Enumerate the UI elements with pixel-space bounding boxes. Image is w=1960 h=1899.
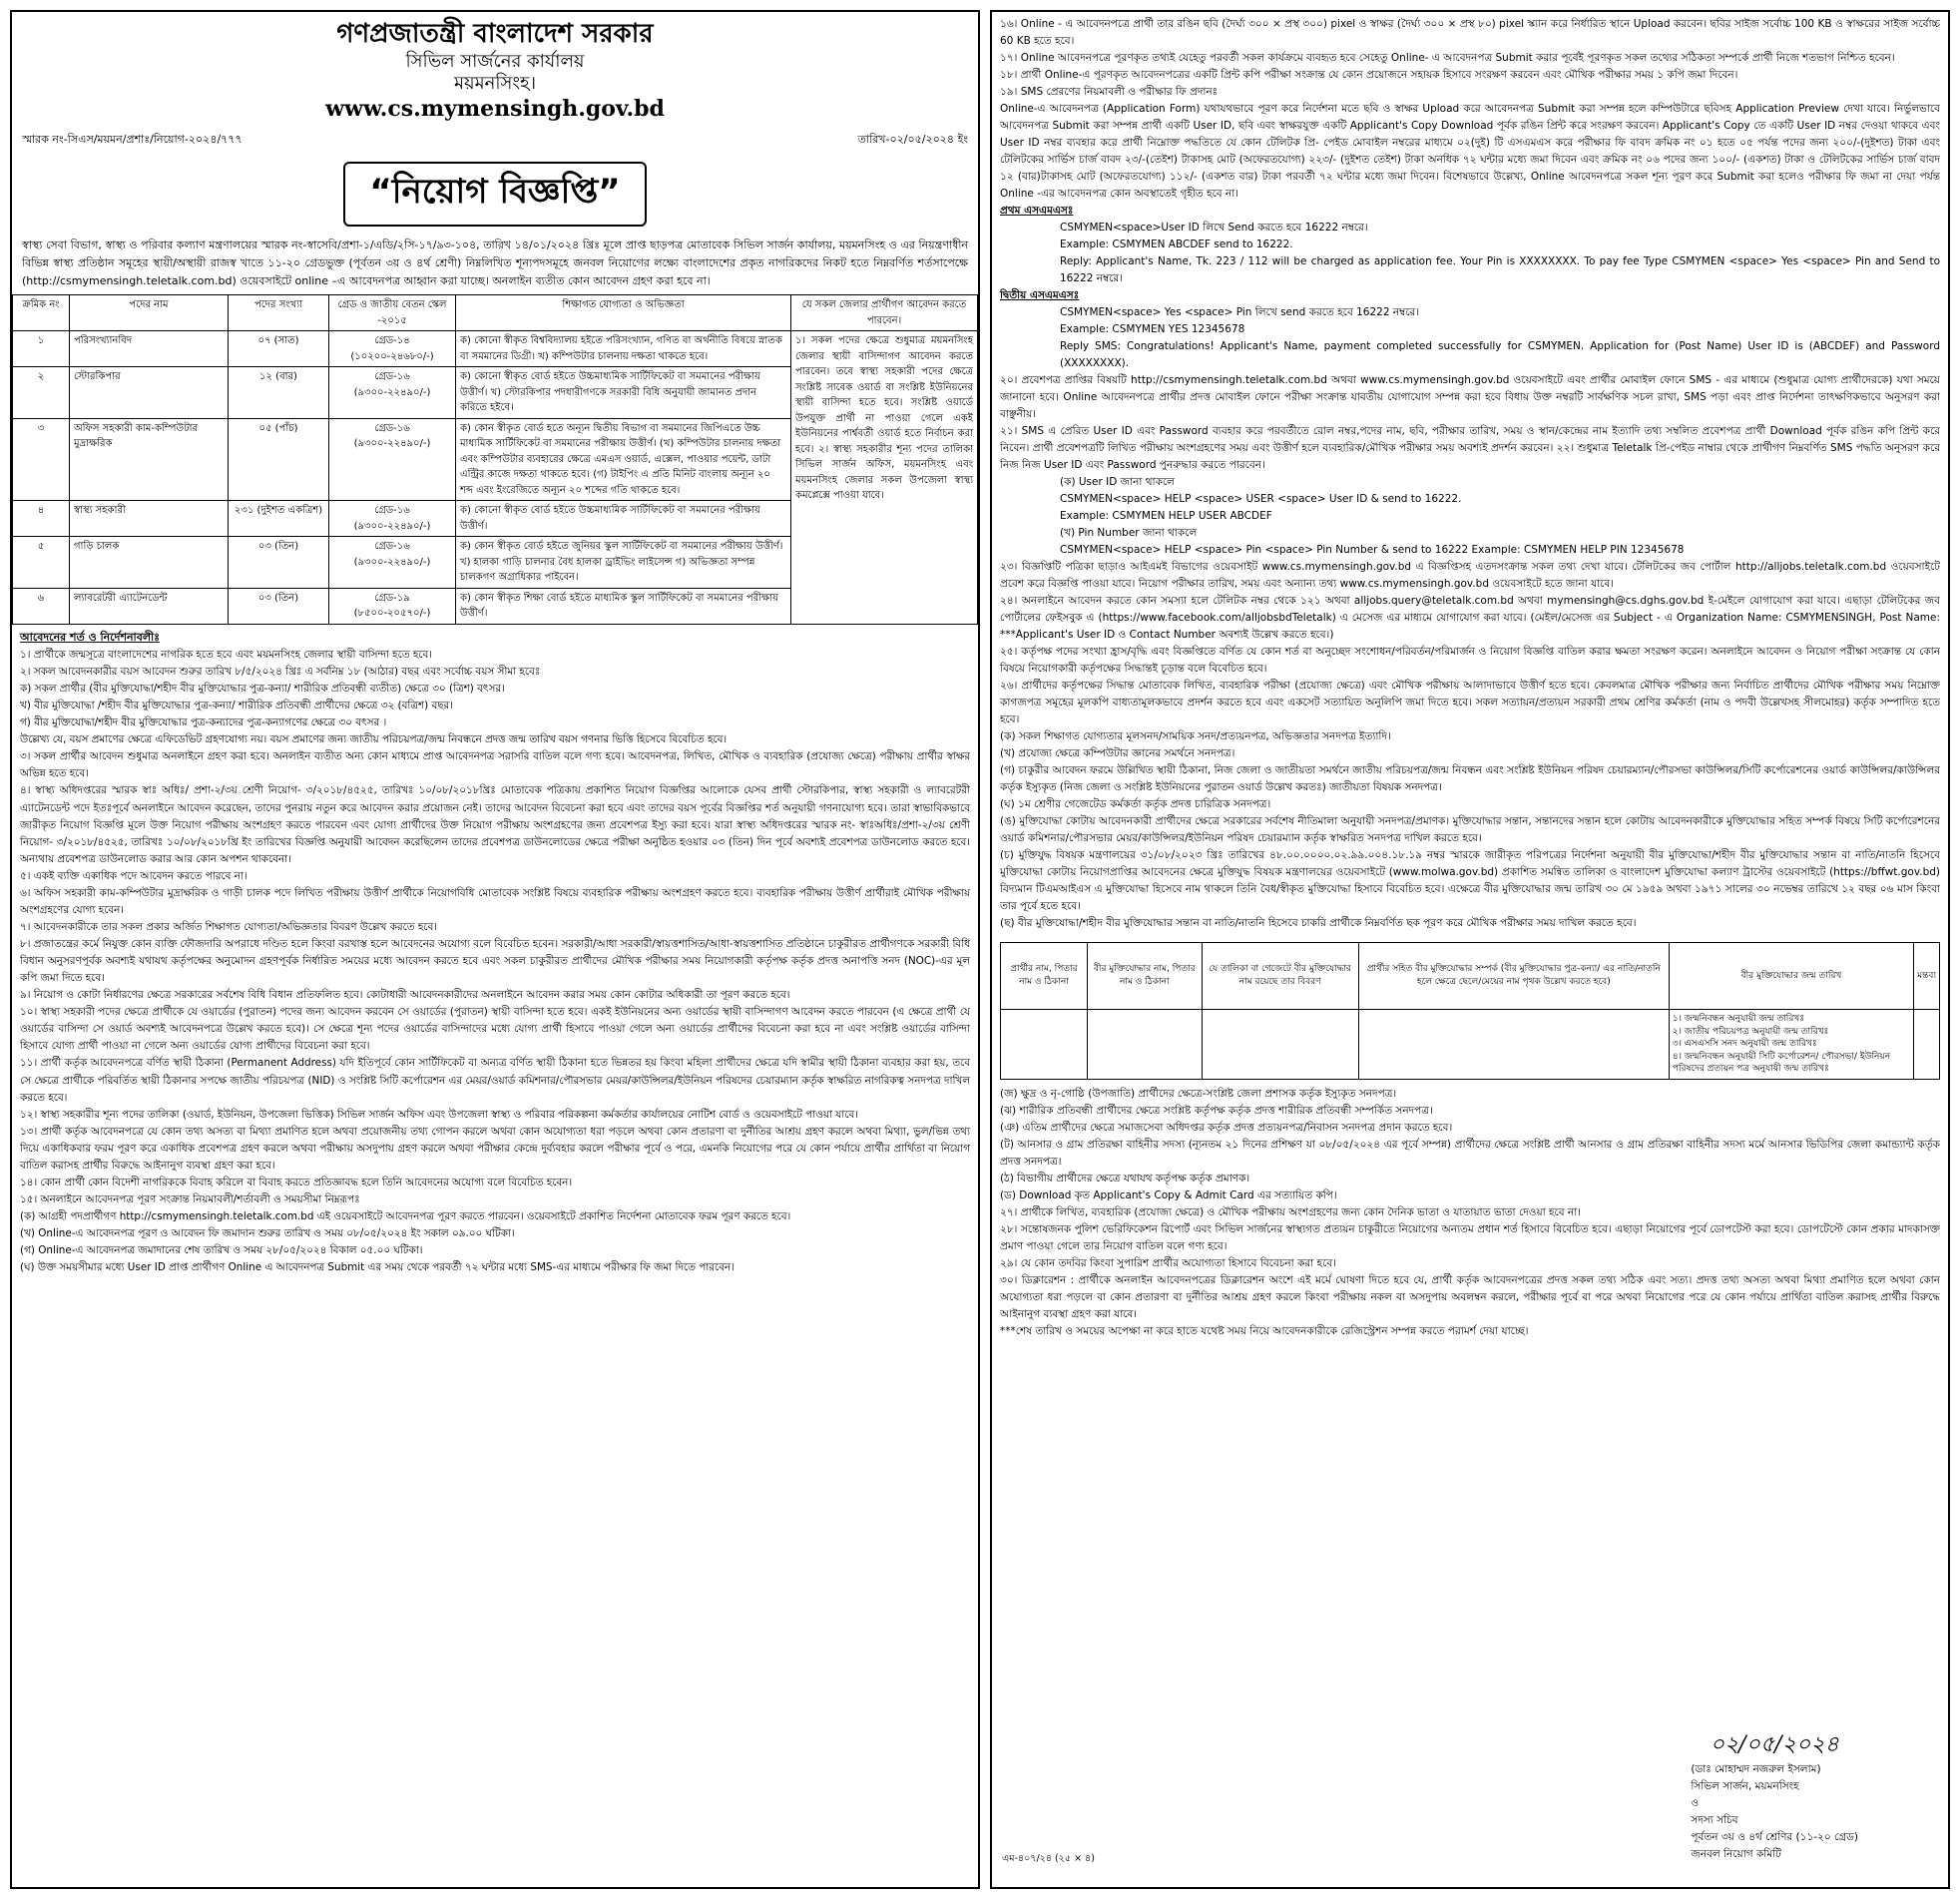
- condition-item: গ) বীর মুক্তিযোদ্ধা/শহীদ বীর মুক্তিযোদ্ধার পুত্র-কন্যাদের পুত্র-কন্যাগণের ক্ষেত্রে ৩০ বৎসর ।: [20, 716, 387, 729]
- condition-item: ১৩। প্রার্থী কর্তৃক আবেদনপত্রে যে কোন তথ্য অসত্য বা মিথ্যা প্রমাণিত হলে অথবা প্রয়োজনীয় তথ্য গোপন করলে অথবা কোন অযোগ্যতা ধরা পড়লে অথবা কোন প্রতারণা বা দুর্নীতির আশ্রয় গ্রহণ করলে অথবা মিথ্যা, ভুল/ভিন্ন তথ্য দিয়ে একাধিকবার ফরম পূরণ করে একাধিক প্রবেশপত্র গ্রহণ করলে অথবা পরীক্ষায় অসদুপায় গ্রহণ করলে অথবা পরীক্ষার কেন্দ্রে দুর্ব্যবহার করলে পরীক্ষার পূর্বে ও পরে, এমনকি নিয়োগের পরে যে কোন পর্যায়ে প্রার্থীর প্রার্থিতা বা নিয়োগ বাতিল করাসহ প্রার্থীর বিরুদ্ধে আইনানুগ ব্যবস্থা গ্রহণ করা হবে।: [20, 1125, 970, 1172]
- condition-item: ১১। প্রার্থী কর্তৃক আবেদনপত্রে বর্ণিত স্থায়ী ঠিকানা (Permanent Address) যদি ইতিপূর্বে কোন সার্টিফিকেট বা অন্যত্র বর্ণিত স্থায়ী ঠিকানা হতে ভিন্নতর হয় কিংবা মহিলা প্রার্থীদের ক্ষেত্রে যদি স্বামীর স্থায়ী ঠিকানা ব্যবহার করা হয়, তবে সে ক্ষেত্রে প্রার্থীকে পরিবর্তিত স্থায়ী ঠিকানার সপক্ষে জাতীয় পরিচয়পত্র (NID) ও সংশ্লিষ্ট সিটি কর্পোরেশন এর মেয়র/ওয়ার্ড কমিশনার/পৌরসভার মেয়র/কাউন্সিলর/ইউনিয়ন পরিষদের চেয়ারম্যান কর্তৃক স্বাক্ষরিত নাগরিকত্ব সনদপত্র দাখিল করতে হবে।: [20, 1057, 970, 1104]
- post-name-cell: স্টোরকিপার: [70, 367, 229, 419]
- sms1-line: Example: CSMYMEN ABCDEF send to 16222.: [1060, 238, 1293, 250]
- pay-scale: (৯৩০০-২২৪৯০/-): [353, 520, 431, 532]
- condition-item: (ক) আগ্রহী পদপ্রার্থীগণ http://csmymensingh.teletalk.com.bd এই ওয়েবসাইটে আবেদনপত্র পূরণ করতে পারবেন। ওয়েবসাইটে প্রকাশিত নির্দেশনা মোতাবেক ফরম পূরণ করতে হবে।: [20, 1210, 791, 1223]
- clause-17: ১৭। Online আবেদনপত্রে পূরণকৃত তথ্যই যেহেতু পরবর্তী সকল কার্যক্রমে ব্যবহৃত হবে সেহেতু Online- এ আবেদনপত্র Submit করার পূর্বেই পূরণকৃত সকল তথ্যের সঠিকতা সম্পর্কে প্রার্থী নিজে শতভাগ নিশ্চিত হবেন।: [1000, 52, 1895, 64]
- clause-26: ২৬। প্রার্থীদের কর্তৃপক্ষের সিদ্ধান্ত মোতাবেক লিখিত, ব্যবহারিক পরীক্ষা (প্রযোজ্য ক্ষেত্রে) এবং মৌখিক পরীক্ষায় আলাদাভাবে উত্তীর্ণ হতে হবে। কেবলমাত্র মৌখিক পরীক্ষার জন্য নির্বাচিত প্রার্থীদের মৌখিক পরীক্ষার সময় নিম্নোক্ত কাগজপত্র সমূহের মূলকপি বাধ্যতামূলকভাবে প্রদর্শন করতে হবে এবং একসেট সত্যায়িত অনুলিপি জমা দিতে হবে। সকল সত্যায়ন/প্রত্যয়ন সরকারী প্রথম শ্রেণির কর্মকর্তা (নাম ও পদবী উল্লেখসহ সীলমোহর) কর্তৃক সম্পাদিত হতে হবে।: [1000, 680, 1940, 725]
- grade-label: গ্রেড-১৬: [374, 422, 410, 434]
- ff-dob-line: ৩। এসএসসি সনদ অনুযায়ী জন্ম তারিখঃ: [1672, 1039, 1817, 1050]
- document-item: (চ) মুক্তিযুদ্ধ বিষয়ক মন্ত্রণালয়ের ৩১/০৮/২০২৩ খ্রিঃ তারিখের ৪৮.০০.০০০০.০২.৯৯.০০৪.১৮.১৯ নম্বর স্মারকে জারীকৃত পরিপত্রের নির্দেশনা অনুযায়ী বীর মুক্তিযোদ্ধা/শহীদ বীর মুক্তিযোদ্ধার সন্তান বা নাতি/নাতনি হিসেবে মুক্তিযোদ্ধা কোটায় নিয়োগপ্রাপ্তির আবেদনের ক্ষেত্রে মুক্তিযুদ্ধ বিষয়ক মন্ত্রণালয়ের ওয়েবসাইটে (www.molwa.gov.bd) প্রকাশিত সমন্বিত তালিকা ও বাংলাদেশ মুক্তিযোদ্ধা কল্যাণ ট্রাস্টের ওয়েবসাইটে (https://bffwt.gov.bd) বিদ্যমান টিএমআইএস এ মুক্তিযোদ্ধা হিসেবে নাম থাকলে তিনি বৈধ/স্বীকৃত মুক্তিযোদ্ধা হিসাবে বিবেচিত হবে। এক্ষেত্রে বীর মুক্তিযোদ্ধার জন্ম তারিখ ৩০ মে ১৯৫৯ অথবা ১৯৭১ সালের ৩০ নভেম্বর তারিখে ১২ বছর ০৬ মাস কিংবা তার পূর্বে হতে হবে।: [1000, 849, 1940, 912]
- signature-lines: [1691, 1761, 1858, 1863]
- recovery-line: Example: CSMYMEN HELP USER ABCDEF: [1060, 510, 1272, 522]
- closing-item: ২৭। প্রার্থীকে লিখিত, ব্যবহারিক (প্রযোজ্য ক্ষেত্রে) ও মৌখিক পরীক্ষায় অংশগ্রহণের জন্য কোন দৈনিক ভাতা ও যাতায়াত ভাতা দেওয়া হবে না।: [1000, 1205, 1582, 1218]
- sms2-line: CSMYMEN<space> Yes <space> Pin লিখে send করতে হবে 16222 নম্বরে।: [1060, 306, 1420, 318]
- clause-18: ১৮। প্রার্থী Online-এ পূরণকৃত আবেদনপত্রের একটি প্রিন্ট কপি পরীক্ষা সংক্রান্ত যে কোন প্রয়োজনে সহায়ক হিসাবে সংরক্ষণ করবেন এবং মৌখিক পরীক্ষার সময় ১ কপি জমা দিবেন।: [1000, 69, 1738, 81]
- grade-cell: [329, 537, 456, 589]
- condition-item: ৬। অফিস সহকারী কাম-কম্পিউটার মুদ্রাক্ষরিক ও গাড়ী চালক পদে লিখিত পরীক্ষায় উত্তীর্ণ প্রার্থীকে নিয়োগবিধি মোতাবেক সংশ্লিষ্ট বিষয়ে ব্যবহারিক পরীক্ষায় অংশগ্রহণ করতে হবে। ব্যবহারিক পরীক্ষায় উত্তীর্ণ প্রার্থীরাই মৌখিক পরীক্ষায় অংশগ্রহণের যোগ্য হবেন।: [20, 886, 970, 916]
- table-row: [13, 331, 978, 367]
- condition-item: (ঘ) উক্ত সময়সীমার মধ্যে User ID প্রাপ্ত প্রার্থীগণ Online এ আবেদনপত্র Submit এর সময় থেকে পরবর্তী ৭২ ঘন্টার মধ্যে SMS-এর মাধ্যমে পরীক্ষার ফি জমা দিতে পারবেন।: [20, 1261, 735, 1274]
- qualification-cell: ক) কোন স্বীকৃত বোর্ড হইতে জুনিয়র স্কুল সার্টিফিকেট বা সমমানের পরীক্ষায় উত্তীর্ণ। খ) হালকা গাড়ি চালনার বৈধ হালকা ড্রাইভিং লাইসেন্স গ) অভিজ্ঞতা সম্পন্ন চালকগণ অগ্রাধিকার পাইবেন।: [456, 537, 791, 589]
- memo-row: [12, 123, 978, 152]
- clause-16: ১৬। Online - এ আবেদনপত্রে প্রার্থী তার রঙিন ছবি (দৈর্ঘ্য ৩০০ × প্রস্থ ৩০০) pixel ও স্বাক্ষর (দৈর্ঘ্য ৩০০ × প্রস্থ ৮০) pixel স্ক্যান করে নির্ধারিত স্থানে Upload করবেন। ছবির সাইজ সর্বোচ্চ 100 KB ও স্বাক্ষরের সাইজ সর্বোচ্চ 60 KB হতে হবে।: [1000, 18, 1940, 47]
- right-column: [990, 10, 1950, 1889]
- col-qualification: শিক্ষাগত যোগ্যতা ও অভিজ্ঞতা: [456, 295, 791, 331]
- document-item: (ঠ) বিভাগীয় প্রার্থীদের ক্ষেত্রে যথাযথ কর্তৃপক্ষ কর্তৃক প্রমাণক।: [1000, 1172, 1250, 1185]
- ff-cell-empty: [1088, 1010, 1203, 1080]
- recovery-line: CSMYMEN<space> HELP <space> Pin <space> Pin Number & send to 16222 Example: CSMYMEN HELP PIN 12345678: [1060, 544, 1685, 556]
- ff-header-cell: প্রার্থীর নাম, পিতার নাম ও ঠিকানা: [1001, 943, 1088, 1010]
- signature-line: ও: [1691, 1797, 1700, 1809]
- sms1-heading: প্রথম এসএমএসঃ: [1000, 205, 1074, 217]
- condition-item: ৫। একই ব্যক্তি একাধিক পদে আবেদন করতে পারবে না।: [20, 869, 247, 882]
- condition-item: ১৫। অনলাইনে আবেদনপত্র পূরণ সংক্রান্ত নিয়মাবলী/শর্তাবলী ও সময়সীমা নিম্নরূপঃ: [20, 1192, 360, 1205]
- document-item: (ট) আনসার ও গ্রাম প্রতিরক্ষা বাহিনীর সদস্য (ন্যূনতম ২১ দিনের প্রশিক্ষণ যা ০৮/০৫/২০২৪ এর পূর্বে সম্পন্ন) প্রার্থীদের ক্ষেত্রে সংশ্লিষ্ট প্রার্থী আনসার ও গ্রাম প্রতিরক্ষা বাহিনীর সদস্য মর্মে আনসার ভিডিপির জেলা কমান্ড্যান্ট কর্তৃক প্রদত্ত সনদপত্র।: [1000, 1138, 1940, 1168]
- government-name: গণপ্রজাতন্ত্রী বাংলাদেশ সরকার: [336, 19, 654, 49]
- signature-line: (ডাঃ মোহাম্মদ নজরুল ইসলাম): [1691, 1763, 1821, 1775]
- signature-line: জনবল নিয়োগ কমিটি: [1691, 1848, 1781, 1860]
- document-item: (জ) ক্ষুদ্র ও নৃ-গোষ্ঠি (উপজাতি) প্রার্থীদের ক্ষেত্রে-সংশ্লিষ্ট জেলা প্রশাসক কর্তৃক ইস্যুকৃত সনদপত্র।: [1000, 1087, 1397, 1100]
- condition-item: ক) সকল প্রার্থীর (বীর মুক্তিযোদ্ধা/শহীদ বীর মুক্তিযোদ্ধার পুত্র-কন্যা/ শারীরিক প্রতিবন্ধী ব্যতীত) ক্ষেত্রে ৩০ (ত্রিশ) বৎসর।: [20, 683, 505, 696]
- post-name-cell: অফিস সহকারী কাম-কম্পিউটার মুদ্রাক্ষরিক: [70, 418, 229, 501]
- post-name-cell: গাড়ি চালক: [70, 537, 229, 589]
- col-post: পদের নাম: [70, 295, 229, 331]
- serial-cell: ২: [13, 367, 70, 419]
- pay-scale: (৯৩০০-২২৪৯০/-): [353, 386, 431, 398]
- posts-table: [12, 294, 978, 625]
- grade-label: গ্রেড-১৬: [374, 505, 410, 517]
- grade-cell: [329, 367, 456, 419]
- ff-header-cell: বীর মুক্তিযোদ্ধার জন্ম তারিখ: [1669, 943, 1913, 1010]
- grade-label: গ্রেড-১৬: [374, 371, 410, 383]
- eligibility-cell: ১। সকল পদের ক্ষেত্রে শুধুমাত্র ময়মনসিংহ জেলার স্থায়ী বাসিন্দাগণ আবেদন করতে পারবেন। তবে স্বাস্থ্য সহকারী পদের ক্ষেত্রে সংশ্লিষ্ট সাবেক ওয়ার্ড বা সংশ্লিষ্ট ইউনিয়নের স্থায়ী বাসিন্দা হতে হবে। সংশ্লিষ্ট ওয়ার্ডে উপযুক্ত প্রার্থী না পাওয়া গেলে একই ইউনিয়নের পার্শ্ববর্তী ওয়ার্ড হতে নির্বাচন করা হবে। ২। স্বাস্থ্য সহকারীর শূন্য পদের তালিকা সিভিল সার্জন অফিস, ময়মনসিংহ এবং ময়মনসিংহ জেলার সকল উপজেলা স্বাস্থ্য কমপ্লেক্সে পাওয়া যাবে।: [791, 331, 978, 625]
- closing-item: ৩০। ডিক্লারেশন : প্রার্থীকে অনলাইন আবেদনপত্রের ডিক্লারেশন অংশে এই মর্মে ঘোষণা দিতে হবে যে, প্রার্থী কর্তৃক আবেদনপত্রের প্রদত্ত সকল তথ্য সঠিক এবং সত্য। প্রদত্ত তথ্য অসত্য অথবা মিথ্যা প্রমাণিত হলে অথবা কোন অযোগ্যতা ধরা পড়লে বা কোন প্রতারণা বা দুর্নীতির আশ্রয় গ্রহণ করলে কিংবা পরীক্ষায় নকল বা অসদুপায় অবলম্বন করলে, পরীক্ষার পূর্বে বা পরে অথবা নিয়োগের পরে যে কোন পর্যায়ে প্রার্থিতা বাতিল করাসহ প্রার্থীর বিরুদ্ধে আইনানুগ ব্যবস্থা গ্রহণ করা যাবে।: [1000, 1273, 1940, 1320]
- condition-item: ৭। আবেদনকারীকে তার সকল প্রকার অর্জিত শিক্ষাগত যোগ্যতা/অভিজ্ঞতার বিবরণ উল্লেখ করতে হবে।: [20, 920, 437, 933]
- grade-label: গ্রেড-১৪: [374, 335, 410, 347]
- office-name: সিভিল সার্জনের কার্যালয়: [405, 50, 585, 72]
- grade-cell: [329, 418, 456, 501]
- condition-item: (গ) Online-এ আবেদনপত্র জমাদানের শেষ তারিখ ও সময় ২৮/০৫/২০২৪ বিকাল ০৫.০০ ঘটিকা।: [20, 1244, 423, 1257]
- col-serial: ক্রমিক নং: [13, 295, 70, 331]
- ff-header-cell: মন্তব্য: [1914, 943, 1940, 1010]
- document-item: (গ) চাকুরীর আবেদন ফরমে উল্লিখিত স্থায়ী ঠিকানা, নিজ জেলা ও জাতীয়তা সমর্থনে জাতীয় পরিচয়পত্র/জন্ম নিবন্ধন এবং সংশ্লিষ্ট ইউনিয়ন পরিষদ চেয়ারম্যান/পৌরসভা কাউন্সিলর/সিটি কর্পোরেশনের ওয়ার্ড কাউন্সিলর/কাউন্সিলর কর্তৃক ইস্যুকৃত (নিজ জেলা ও সংশ্লিষ্ট ইউনিয়নের পুরাতন ওয়ার্ড উল্লেখ করতঃ) জাতীয়তা বিষয়ক সনদপত্র।: [1000, 764, 1940, 793]
- ff-dob-line: ২। জাতীয় পরিচয়পত্র অনুযায়ী জন্ম তারিখঃ: [1672, 1026, 1829, 1037]
- condition-item: ৯। নিয়োগ ও কোটা নির্ধারণের ক্ষেত্রে সরকারের সর্বশেষ বিধি বিধান প্রতিফলিত হবে। কোটাধারী আবেদনকারীদের অনলাইনে আবেদন করার সময় কোন কোটার অধিকারী তা পূরণ করতে হবে।: [20, 989, 790, 1002]
- signature-block: [1691, 1728, 1858, 1863]
- post-name-cell: পরিসংখ্যানবিদ: [70, 331, 229, 367]
- table-header-row: [13, 295, 978, 331]
- grade-cell: [329, 331, 456, 367]
- document-item: (ঙ) মুক্তিযোদ্ধা কোটায় আবেদনকারী প্রার্থীদের ক্ষেত্রে সরকারের সর্বশেষ নীতিমালা অনুযায়ী সনদপত্র/প্রমাণক। মুক্তিযোদ্ধার সন্তান, সন্তানদের সন্তান হলে কোটায় আবেদনকারীকে মুক্তিযোদ্ধার সহিত সম্পর্ক বিষয়ে সিটি কর্পোরেশনের ওয়ার্ড কমিশনার/পৌরসভার মেয়র/কাউন্সিলর/ইউনিয়ন পরিষদ চেয়ারম্যান কর্তৃক স্বাক্ষরিত সনদপত্র দাখিল করতে হবে।: [1000, 815, 1940, 844]
- qualification-cell: ক) কোনো স্বীকৃত বোর্ড হইতে উচ্চমাধ্যমিক সার্টিফিকেট বা সমমানের পরীক্ষায় উত্তীর্ণ। খ) স্টোরকিপার পদধারীগণকে সরকারী বিধি অনুযায়ী জামানত প্রদান করিতে হইবে।: [456, 367, 791, 419]
- post-count-cell: ০৩ (তিন): [229, 537, 329, 589]
- document-item: (খ) প্রযোজ্য ক্ষেত্রে কম্পিউটার জ্ঞানের সমর্থনে সনদপত্র।: [1000, 747, 1235, 759]
- ff-header-row: [1001, 943, 1940, 1010]
- closing-item: ২৮। সন্তোষজনক পুলিশ ভেরিফিকেশন রিপোর্ট এবং সিভিল সার্জনের স্বাস্থ্যগত প্রত্যয়ন চাকুরীতে নিয়োগের অন্যতম প্রধান শর্ত হিসাবে বিবেচিত হবে। এছাড়া নিয়োগের পূর্বে ডোপটেস্ট করা হবে। ডোপটেস্টে কোন প্রকার মাদকাসক্ত প্রমাণ পাওয়া গেলে তার নিয়োগ বাতিল বলে গণ্য হবে।: [1000, 1222, 1940, 1252]
- serial-cell: ৪: [13, 501, 70, 537]
- condition-item: ১০। স্বাস্থ্য সহকারী পদের ক্ষেত্রে প্রার্থীকে যে ওয়ার্ডের (পুরাতন) পদের জন্য আবেদন করবেন সে ওয়ার্ডের (পুরাতন) স্থায়ী বাসিন্দা হতে হবে। একই ইউনিয়নের অন্য ওয়ার্ডের স্থায়ী বাসিন্দাগণ আবেদন করতে পারবেন (এ ক্ষেত্রে প্রার্থী যে ওয়ার্ডের বাসিন্দা সে ওয়ার্ড অবশ্যই আবেদনপত্রে উল্লেখ করতে হবে)। সে ক্ষেত্রে শূন্য পদের ওয়ার্ডের বাসিন্দাদের মধ্যে যোগ্য প্রার্থী হিসাবে পাওয়া গেলে অন্য ওয়ার্ডের প্রার্থীদের বিবেচনা করা হবে না এবং সংশ্লিষ্ট ওয়ার্ডের বাসিন্দা হিসাবে যোগ্য প্রার্থী পাওয়া না গেলে অন্য ওয়ার্ডের যোগ্য প্রার্থীদের বিবেচনা করা হবে।: [20, 1006, 970, 1053]
- signature-line: পূর্বতন ৩য় ও ৪র্থ শ্রেণির (১১-২০ গ্রেড): [1691, 1831, 1858, 1843]
- clause-20: ২০। প্রবেশপত্র প্রাপ্তির বিষয়টি http://csmymensingh.teletalk.com.bd অথবা www.cs.mymensingh.gov.bd ওয়েবসাইটে এবং প্রার্থীর মোবাইল ফোনে SMS - এর মাধ্যমে (শুধুমাত্র যোগ্য প্রার্থীদেরকে) যথা সময়ে জানানো হবে। Online আবেদনপত্রে প্রার্থীর প্রদত্ত মোবাইল ফোনে পরীক্ষা সংক্রান্ত যাবতীয় যোগাযোগ সম্পন্ন করা হবে বিধায় উক্ত নম্বরটি সার্বক্ষণিক সচল রাখা, SMS পড়া এবং প্রাপ্ত নির্দেশনা তাৎক্ষণিকভাবে অনুসরণ করা বাঞ্ছনীয়।: [1000, 374, 1940, 420]
- condition-item: (খ) Online-এ আবেদনপত্র পূরণ ও আবেদন ফি জমাদান শুরুর তারিখ ও সময় ০৮/০৫/২০২৪ ইং সকাল ০৯.০০ ঘটিকা।: [20, 1227, 515, 1240]
- document-item: (ড) Download কৃত Applicant's Copy & Admit Card এর সত্যায়িত কপি।: [1000, 1188, 1337, 1201]
- serial-cell: ৫: [13, 537, 70, 589]
- closing-clauses: [1000, 1204, 1940, 1340]
- condition-item: খ) বীর মুক্তিযোদ্ধা /শহীদ বীর মুক্তিযোদ্ধার পুত্র-কন্যা/ শারীরিক প্রতিবন্ধী প্রার্থীদের ক্ষেত্রে ৩২ (বত্রিশ) বছর।: [20, 700, 453, 712]
- sms2-line: Example: CSMYMEN YES 12345678: [1060, 323, 1245, 335]
- grade-cell: [329, 501, 456, 537]
- qualification-cell: ক) কোনো স্বীকৃত বোর্ড হইতে উচ্চমাধ্যমিক সার্টিফিকেট বা সমমানের পরীক্ষায় উত্তীর্ণ।: [456, 501, 791, 537]
- footer-code: এম-৪০৭/২৪ (২৫ × ৪): [1002, 1853, 1095, 1864]
- condition-item: ১২। স্বাস্থ্য সহকারীর শূন্য পদের তালিকা (ওয়ার্ড, ইউনিয়ন, উপজেলা ভিত্তিক) সিভিল সার্জন অফিস এবং উপজেলা স্বাস্থ্য ও পরিবার পরিকল্পনা কর্মকর্তার কার্যালয়ের নোটিশ বোর্ড ও ওয়েবসাইটে পাওয়া যাবে।: [20, 1108, 858, 1121]
- closing-item: ***শেষ তারিখ ও সময়ের অপেক্ষা না করে হাতে যথেষ্ট সময় নিয়ে আবেদনকারীকে রেজিস্ট্রেশন সম্পন্ন করতে পরামর্শ দেয়া যাচ্ছে।: [1000, 1324, 1529, 1337]
- document-item: (ছ) বীর মুক্তিযোদ্ধা/শহীদ বীর মুক্তিযোদ্ধার সন্তান বা নাতি/নাতনি হিসেবে চাকরি প্রার্থীকে নিম্নবর্ণিত ছক পূরণ করে মৌখিক পরীক্ষার সময় দাখিল করতে হবে।: [1000, 917, 1637, 929]
- qualification-cell: ক) কোনো স্বীকৃত বিশ্ববিদ্যালয় হইতে পরিসংখ্যান, গণিত বা অর্থনীতি বিষয়ে স্নাতক বা সমমানের ডিগ্রী। খ) কম্পিউটার চালনায় দক্ষতা থাকতে হবে।: [456, 331, 791, 367]
- post-count-cell: ০৭ (সাত): [229, 331, 329, 367]
- ff-header-cell: যে তালিকা বা গেজেটে বীর মুক্তিযোদ্ধার নাম রয়েছে তার বিবরণ: [1202, 943, 1358, 1010]
- condition-item: ১৪। কোন প্রার্থী কোন বিদেশী নাগরিককে বিবাহ করিলে বা বিবাহ করতে প্রতিজ্ঞাবদ্ধ হলে তিনি আবেদনের অযোগ্য বলে বিবেচিত হবেন।: [20, 1176, 573, 1188]
- condition-item: ৩। সকল প্রার্থীর আবেদন শুধুমাত্র অনলাইনে গ্রহণ করা হবে। অনলাইন ব্যতীত অন্য কোন মাধ্যমে প্রাপ্ত আবেদনপত্র সরাসরি বাতিল বলে গণ্য হবে। আবেদনপত্র, লিখিত, মৌখিক ও ব্যবহারিক (প্রযোজ্য ক্ষেত্রে) পরীক্ষায় প্রার্থীর স্বাক্ষর অভিন্ন হতে হবে।: [20, 750, 970, 780]
- recovery-line: (ক) User ID জানা থাকলে: [1060, 476, 1175, 488]
- recovery-line: CSMYMEN<space> HELP <space> USER <space> User ID & send to 16222.: [1060, 493, 1462, 505]
- pay-scale: (৮৫০০-২০৫৭০/-): [353, 608, 431, 620]
- condition-item: উল্লেখ্য যে, বয়স প্রমাণের ক্ষেত্রে এফিডেভিট গ্রহণযোগ্য নয়। বয়স প্রমাণের জন্য জাতীয় পরিচয়পত্র/জন্ম নিবন্ধনে প্রদত্ত জন্ম তারিখ বয়স গণনার ভিত্তি হিসেবে বিবেচিত হবে।: [20, 733, 728, 746]
- left-column: [10, 10, 980, 1889]
- clause-19-body: Online-এ আবেদনপত্র (Application Form) যথাযথভাবে পূরণ করে নির্দেশনা মতে ছবি ও স্বাক্ষর Upload করে আবেদনপত্র Submit করা সম্পন্ন হলে কম্পিউটারে ছবিসহ Application Preview দেখা যাবে। নির্ভুলভাবে আবেদনপত্র Submit করা সম্পন্ন প্রার্থী একটি User ID, ছবি এবং স্বাক্ষরযুক্ত একটি Applicant's Copy Download পূর্বক রঙিন প্রিন্ট করে সংরক্ষণ করবেন। Applicant's Copy তে একটি User ID নম্বর দেওয়া থাকবে এবং User ID নম্বর ব্যবহার করে প্রার্থী নিম্নোক্ত পদ্ধতিতে যে কোন টেলিটক প্রি- পেইড মোবাইল নম্বরের মাধ্যমে ০২(দুই) টি এসএমএস করে পরীক্ষার ফি বাবদ ক্রমিক নং ০১ হতে ০৫ পর্যন্ত পদের জন্য ২০০/-(দুইশত) টাকা এবং টেলিটকের সার্ভিস চার্জ বাবদ ২৩/-(তেইশ) টাকাসহ মোট (অফেরতযোগ্য) ২২৩/- (দুইশত তেইশ) টাকা অনধিক ৭২ ঘন্টার মধ্যে জমা দিবেন এবং ক্রমিক নং ০৬ পদের জন্য ১০০/- (একশত) টাকা ও টেলিটকের সার্ভিস চার্জ বাবদ ১২ (বার)টাকাসহ মোট (অফেরতযোগ্য) ১১২/- (একশত বার) টাকা পরবর্তী ৭২ ঘন্টার মধ্যে জমা দিবেন। বিশেষভাবে উল্লেখ্য, Online আবেদনপত্রে সকল শূন্য পূরণ করে Submit করা হলেও পরীক্ষার ফি জমা না দেয়া পর্যন্ত Online -এর আবেদনপত্র কোন অবস্থাতেই গৃহীত হবে না।: [1000, 103, 1940, 200]
- post-count-cell: ০৫ (পাঁচ): [229, 418, 329, 501]
- clause-21: ২১। SMS এ প্রেরিত User ID এবং Password ব্যবহার করে পরবর্তীতে রোল নম্বর,পদের নাম, ছবি, পরীক্ষার তারিখ, সময় ও স্থান/কেন্দ্রের নাম ইত্যাদি তথ্য সম্বলিত প্রবেশপত্র প্রার্থী Download পূর্বক রঙিন কপি প্রিন্ট করে নিবেন। প্রার্থী প্রবেশপত্রটি লিখিত পরীক্ষায় অংশগ্রহণের সময় এবং উত্তীর্ণ হলে ব্যবহারিক/মৌখিক পরীক্ষার সময় অবশ্যই প্রদর্শন করবেন। ২২। শুধুমাত্র Teletalk প্রি-পেইড নাম্বার থেকে প্রার্থীগণ নিম্নবর্ণিত SMS পদ্ধতি অনুসরণ করে নিজ নিজ User ID এবং Password পুনরুদ্ধার করতে পারবেন।: [1000, 425, 1940, 471]
- col-count: পদের সংখ্যা: [229, 295, 329, 331]
- qualification-cell: ক) কোন স্বীকৃত শিক্ষা বোর্ড হইতে মাধ্যমিক স্কুল সার্টিফিকেট বা সমমানের পরীক্ষায় উত্তীর্ণ।: [456, 588, 791, 624]
- pay-scale: (৯৩০০-২২৪৯০/-): [353, 556, 431, 568]
- memo-number: স্মারক নং-সিএস/ময়মন/প্রশাঃ/নিয়োগ-২০২৪/৭৭৭: [22, 133, 243, 146]
- ff-cell-empty: [1358, 1010, 1669, 1080]
- letterhead: [12, 18, 978, 123]
- documents-list-2: [1000, 1086, 1940, 1204]
- ff-cell-empty: [1001, 1010, 1088, 1080]
- ff-data-row: [1001, 1010, 1940, 1080]
- sms1-line: Reply: Applicant's Name, Tk. 223 / 112 will be charged as application fee. Your Pin is XXXXXXXX. To pay fee Type CSMYMEN <space> Yes <space> Pin and Send to 16222 নম্বরে।: [1060, 255, 1940, 284]
- condition-item: ৪। স্বাস্থ্য অধিদপ্তরের স্মারক স্বাঃ অধিঃ/ প্রশা-২/৩য় শ্রেণী নিয়োগ- ৩/২০১৮/৪৫২৫, তারিখঃ ১০/০৮/২০১৮খ্রিঃ মোতাবেক পত্রিকায় প্রকাশিত নিয়োগ বিজ্ঞপ্তির আলোকে যেসব প্রার্থী স্টোরকিপার, স্বাস্থ্য সহকারী ও ল্যাবরেটরী এ্যাটেনডেন্ট পদে ইতঃপূর্বে অনলাইনে আবেদন করেছেন, তাদের পুনরায় নতুন করে আবেদন করার প্রয়োজন নেই। তাদের আবেদন বিবেচনা করা হবে এবং তাদের বয়স পূর্বের বিজ্ঞপ্তির শর্ত অনুযায়ী গণনাযোগ্য হবে। তারা স্বাভাবিকভাবে জারীকৃত নিয়োগ বিজ্ঞপ্তি মূলে উক্ত নিয়োগ পরীক্ষায় অংশগ্রহণ করতে পারবেন এবং যোগ্য প্রার্থীদের উক্ত নিয়োগ পরীক্ষায় অংশগ্রহণের জন্য প্রবেশপত্র ইস্যু করা হবে। যারা স্বাস্থ্য অধিদপ্তরের স্মারক নং- স্বাঃঅধিঃ/প্রশা-২/৩য় শ্রেণী নিয়োগ- ৩/২০১৮/৪৫২৫, তারিখঃ ১০/০৮/২০১৮খ্রি ইং তারিখের বিজ্ঞপ্তি অনুযায়ী আবেদন করেছিলেন তাদের প্রবেশপত্র ডাউনলোডের ক্ষেত্রে পরীক্ষা অনুষ্ঠিত হওয়ার ০৩ (তিন) দিন পূর্বে অবশ্যই প্রবেশপত্র ডাউনলোড করতে হবে। অন্যথায় প্রবেশপত্র ডাউনলোড করার আর কোন অপশন থাকবেনা।: [20, 784, 970, 865]
- sms2-line: Reply SMS: Congratulations! Applicant's Name, payment completed successfully for CSMYMEN. Application for (Post Name) User ID is (ABCDEF) and Password (XXXXXXXX).: [1060, 340, 1940, 369]
- pay-scale: (৯৩০০-২২৪৯০/-): [353, 438, 431, 450]
- document-item: (ঝ) শারীরিক প্রতিবন্ধী প্রার্থীদের ক্ষেত্রে সংশ্লিষ্ট কর্তৃপক্ষ কর্তৃক প্রদত্ত শারীরিক প্রতিবন্ধী সম্পর্কিত সনদপত্র।: [1000, 1104, 1433, 1117]
- sms1-block: [1000, 220, 1940, 287]
- post-name-cell: স্বাস্থ্য সহকারী: [70, 501, 229, 537]
- ff-dob-cell: [1669, 1010, 1913, 1080]
- conditions-title: আবেদনের শর্ত ও নির্দেশনাবলীঃ: [20, 630, 161, 644]
- signature-line: সদস্য সচিব: [1691, 1814, 1738, 1826]
- office-website[interactable]: www.cs.mymensingh.gov.bd: [325, 95, 665, 122]
- serial-cell: ৩: [13, 418, 70, 501]
- post-name-cell: ল্যাবরেটরী এ্যাটেনডেন্ট: [70, 588, 229, 624]
- col-grade: গ্রেড ও জাতীয় বেতন স্কেল -২০১৫: [329, 295, 456, 331]
- document-item: (ক) সকল শিক্ষাগত যোগ্যতার মূলসনদ/সাময়িক সনদ/প্রত্যয়নপত্র, অভিজ্ঞতার সনদপত্র ইত্যাদি।: [1000, 730, 1391, 742]
- condition-item: ৮। প্রজাতন্ত্রের কর্মে নিযুক্ত কোন ব্যক্তি ফৌজদারি অপরাধে দণ্ডিত হলে কিংবা বরখাস্ত হলে আবেদনের অযোগ্য বলে বিবেচিত হবেন। সরকারী/আধা সরকারী/স্বায়ত্তশাসিত/আধা-স্বায়ত্তশাসিত প্রতিষ্ঠানে চাকুরীরত প্রার্থীগণকে সরকারী বিধি বিধান অনুসরণপূর্বক অবশ্যই যথাযথ কর্তৃপক্ষের অনুমোদন গ্রহণপূর্বক নির্ধারিত সময়ের মধ্যে আবেদন করতে হবে এবং সকল চাকুরীরত প্রার্থীদের মৌখিক পরীক্ষার সময় নিয়োগকারী কর্তৃপক্ষ কর্তৃক প্রদত্ত অনাপত্তি সনদ (NOC)-এর মূল কপি জমা দিতে হবে।: [20, 938, 970, 985]
- office-city: ময়মনসিংহ।: [453, 73, 537, 94]
- post-count-cell: ০৩ (তিন): [229, 588, 329, 624]
- grade-cell: [329, 588, 456, 624]
- post-count-cell: ১২ (বার): [229, 367, 329, 419]
- ff-dob-line: ৪। জন্মনিবন্ধন অনুযায়ী সিটি কর্পোরেশন/ পৌরসভা/ ইউনিয়ন পরিষদের প্রত্যয়ন পত্র অনুযায়ী জন্ম তারিখঃ: [1672, 1051, 1891, 1075]
- closing-item: ২৯। যে কোন তদবির কিংবা সুপারিশ প্রার্থীর অযোগ্যতা হিসাবে বিবেচনা করা হবে।: [1000, 1256, 1336, 1269]
- sms2-heading: দ্বিতীয় এসএমএসঃ: [1000, 289, 1080, 301]
- condition-item: ১। প্রার্থীকে জন্মসূত্রে বাংলাদেশের নাগরিক হতে হবে এবং ময়মনসিংহ জেলার স্থায়ী বাসিন্দা হতে হবে।: [20, 648, 432, 661]
- documents-list-1: [1000, 728, 1940, 932]
- conditions-list: [20, 647, 970, 1276]
- document-item: (ঘ) ১ম শ্রেণীর গেজেটেড কর্মকর্তা কর্তৃক প্রদত্ত চারিত্রিক সনদপত্র।: [1000, 798, 1271, 810]
- serial-cell: ১: [13, 331, 70, 367]
- signature-line: সিভিল সার্জন, ময়মনসিংহ: [1691, 1780, 1799, 1792]
- clause-23: ২৩। বিজ্ঞপ্তিটি পত্রিকা ছাড়াও আইএমই বিভাগের ওয়েবসাইট www.cs.mymensingh.gov.bd এ বিজ্ঞপ্তিসহ এতদসংক্রান্ত সকল তথ্য দেখা যাবে। টেলিটকের জব পোর্টাল http://alljobs.teletalk.com.bd ওয়েবসাইটে প্রবেশ করে বিজ্ঞপ্তি পাওয়া যাবে। নিয়োগ পরীক্ষার তারিখ, সময় এবং অন্যান্য তথ্য www.cs.mymensingh.gov.bd ওয়েবসাইটে হতে জানা যাবে।: [1000, 561, 1940, 590]
- ff-cell-empty: [1914, 1010, 1940, 1080]
- intro-paragraph: স্বাস্থ্য সেবা বিভাগ, স্বাস্থ্য ও পরিবার কল্যাণ মন্ত্রণালয়ের স্মারক নং-স্বাসেবি/প্রশা-১/এডি/২সি-১৭/৯৩-১০৪, তারিখ ১৪/০১/২০২৪ খ্রিঃ মূলে প্রাপ্ত ছাড়পত্র মোতাবেক সিভিল সার্জন কার্যালয়, ময়মনসিংহ ও এর নিয়ন্ত্রণাধীন বিভিন্ন স্বাস্থ্য প্রতিষ্ঠান সমূহের স্থায়ী/অস্থায়ী রাজস্ব খাতে ১১-২০ গ্রেডভুক্ত (পূর্বতন ৩য় ও ৪র্থ শ্রেণী) নিম্নলিখিত শূন্যপদসমূহে জনবল নিয়োগের লক্ষ্যে বাংলাদেশের প্রকৃত নাগরিকদের নিকট হতে নিম্নবর্ণিত শর্তসাপেক্ষে (http://csmymensingh.teletalk.com.bd) ওয়েবসাইটে online –এ আবেদনপত্র আহ্বান করা যাচ্ছে। অনলাইন ব্যতীত কোন আবেদন গ্রহণ করা হবে না।: [22, 238, 968, 288]
- col-eligibility: যে সকল জেলার প্রার্থীগণ আবেদন করতে পারবেন।: [791, 295, 978, 331]
- clause-22-block: [1000, 474, 1940, 559]
- clause-25: ২৫। কর্তৃপক্ষ পদের সংখ্যা হ্রাস/বৃদ্ধি এবং বিজ্ঞপ্তিতে বর্ণিত যে কোন শর্ত বা অনুচ্ছেদ সংশোধন/পরিবর্তন/পরিমার্জন ও নিয়োগ বিজ্ঞপ্তি বাতিল করার ক্ষমতা সংরক্ষণ করেন। অনলাইনে আবেদন ও নিয়োগ পরীক্ষা সংক্রান্ত যে কোন বিষয়ে নিয়োগকারী কর্তৃপক্ষের সিদ্ধান্তই চূড়ান্ত বলে বিবেচিত হবে।: [1000, 646, 1940, 675]
- ff-header-cell: বীর মুক্তিযোদ্ধার নাম, পিতার নাম ও ঠিকানা: [1088, 943, 1203, 1010]
- notice-title: “নিয়োগ বিজ্ঞপ্তি”: [343, 162, 647, 227]
- signature-date: ০২/০৫/২০২৪: [1710, 1732, 1839, 1757]
- qualification-cell: ক) কোন স্বীকৃত বোর্ড হতে অন্যূন দ্বিতীয় বিভাগ বা সমমানের জিপিএতে উচ্চ মাধ্যমিক সার্টিফিকেট বা সমমানের পরীক্ষায় উত্তীর্ণ। (খ) কম্পিউটার চালনায় দক্ষতা এবং কম্পিউটার ব্যবহারের ক্ষেত্রে এমএস ওয়ার্ড, এক্সেল, পাওয়ার পয়েন্ট, ডাটা এন্ট্রির কাজে দক্ষতা থাকতে হবে। (গ) টাইপিং এ প্রতি মিনিট বাংলায় অন্যূন ২০ শব্দ এবং ইংরেজিতে অন্যূন ২০ শব্দের গতি থাকতে হবে।: [456, 418, 791, 501]
- post-count-cell: ২৩১ (দুইশত একত্রিশ): [229, 501, 329, 537]
- condition-item: ২। সকল আবেদনকারীর বয়স আবেদন শুরুর তারিখ ৮/৫/২০২৪ খ্রিঃ এ সর্বনিম্ন ১৮ (আঠার) বছর এবং সর্বোচ্চ বয়স সীমা হবেঃ: [20, 666, 541, 679]
- ff-cell-empty: [1202, 1010, 1358, 1080]
- grade-label: গ্রেড-১৯: [374, 592, 410, 604]
- clause-19-title: ১৯। SMS প্রেরণের নিয়মাবলী ও পরীক্ষার ফি প্রদানঃ: [1000, 86, 1219, 98]
- freedom-fighter-form-table: [1000, 942, 1940, 1080]
- sms1-line: CSMYMEN<space>User ID লিখে Send করতে হবে 16222 নম্বরে।: [1060, 222, 1368, 234]
- recovery-line: (খ) Pin Number জানা থাকলে: [1060, 527, 1198, 539]
- grade-label: গ্রেড-১৬: [374, 541, 410, 553]
- pay-scale: (১০২০০-২৪৬৮০/-): [350, 350, 434, 362]
- ff-header-cell: প্রার্থীর সহিত বীর মুক্তিযোদ্ধার সম্পর্ক (বীর মুক্তিযোদ্ধার পুত্র-কন্যা/ এর নাতি/নাতনি হলে ক্ষেত্রে ছেলে/মেয়ের নাম পৃথক উল্লেখ করতে হবে): [1358, 943, 1669, 1010]
- document-item: (ঞ) এতিম প্রার্থীদের ক্ষেত্রে সমাজসেবা অধিদপ্তর কর্তৃক প্রদত্ত প্রত্যয়নপত্র/নিবাসন সনদপত্র প্রদান করতে হবে।: [1000, 1121, 1453, 1134]
- clause-24: ২৪। অনলাইনে আবেদন করতে কোন সমস্যা হলে টেলিটক নম্বর থেকে ১২১ অথবা alljobs.query@teletalk.com.bd অথবা mymensingh@cs.dghs.gov.bd ই-মেইলে যোগাযোগ করা যাবে। এছাড়া টেলিটকের জব পোর্টালের ফেইসবুক এ (https://www.facebook.com/alljobsbdTeletalk) এ মেসেজ এর মাধ্যমে যোগাযোগ করা যাবে। (মেইল/মেসেজ এর Subject - এ Organization Name: CSMYMENSINGH, Post Name: ***Applicant's User ID ও Contact Number অবশ্যই উল্লেখ করতে হবে।): [1000, 595, 1940, 641]
- ff-dob-line: ১। জন্মনিবন্ধন অনুযায়ী জন্ম তারিখঃ: [1672, 1014, 1804, 1024]
- memo-date: তারিখ-০২/০৫/২০২৪ ইং: [857, 133, 968, 146]
- conditions-section: [12, 625, 978, 1280]
- serial-cell: ৬: [13, 588, 70, 624]
- sms2-block: [1000, 304, 1940, 372]
